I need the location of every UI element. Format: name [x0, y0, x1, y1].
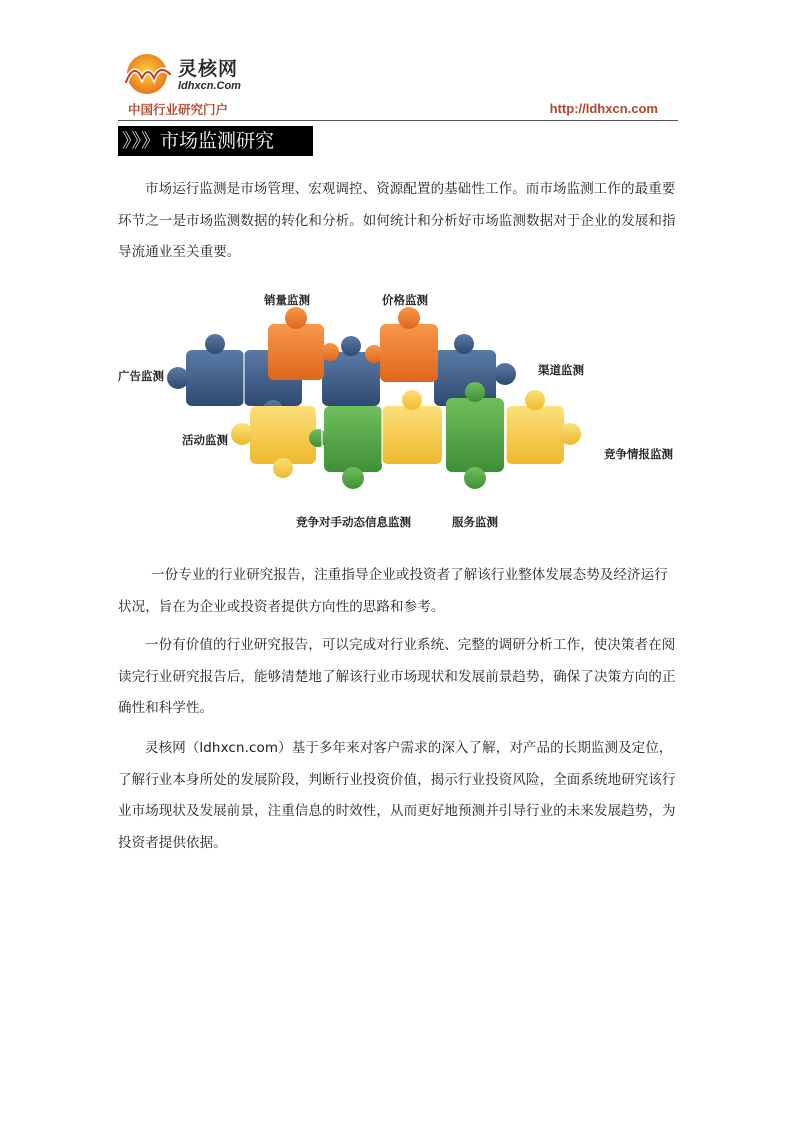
label-competitive-intel-monitoring: 竞争情报监测: [604, 447, 673, 461]
label-activity-monitoring: 活动监测: [182, 433, 228, 447]
puzzle-piece-blue-1: [167, 334, 244, 406]
label-ads-monitoring: 广告监测: [118, 369, 164, 383]
header-divider: [118, 120, 678, 121]
label-price-monitoring: 价格监测: [382, 293, 428, 307]
puzzle-piece-yellow-1: [231, 406, 316, 478]
label-competitor-dynamics-monitoring: 竞争对手动态信息监测: [296, 515, 411, 529]
site-tagline: 中国行业研究门户: [128, 102, 229, 117]
intro-paragraph: 市场运行监测是市场管理、宏观调控、资源配置的基础性工作。而市场监测工作的最重要环节之一是市场监测数据的转化和分析。如何统计和分析好市场监测数据对于企业的发展和指导流通业至关重要。: [118, 181, 676, 260]
report-value-paragraph: 一份有价值的行业研究报告，可以完成对行业系统、完整的调研分析工作，使决策者在阅读完行业研究报告后，能够清楚地了解该行业市场现状和发展前景趋势，确保了决策方向的正确性和科学性。: [118, 637, 676, 716]
puzzle-piece-yellow-2: [382, 390, 442, 464]
logo-name: 灵核网: [178, 58, 239, 80]
puzzle-graphic: [118, 282, 678, 534]
logo-domain: ldhxcn.Com: [178, 80, 241, 92]
site-url-link[interactable]: http://ldhxcn.com: [549, 101, 658, 116]
logo-icon: [120, 52, 174, 98]
company-intro-paragraph: 灵核网（ldhxcn.com）基于多年来对客户需求的深入了解，对产品的长期监测及定位，了解行业本身所处的发展阶段，判断行业投资价值，揭示行业投资风险，全面系统地研究该行业市场现状及发展前景，注重信息的时效性，从而更好地预测并引导行业的未来发展趋势，为投资者提供依据。: [118, 740, 676, 851]
page-header: [118, 48, 678, 124]
label-sales-monitoring: 销量监测: [264, 293, 310, 307]
report-purpose-paragraph: 一份专业的行业研究报告，注重指导企业或投资者了解该行业整体发展态势及经济运行状况，旨在为企业或投资者提供方向性的思路和参考。: [118, 567, 668, 615]
section-title-banner: 》》》市场监测研究: [118, 126, 313, 156]
puzzle-piece-green-2: [446, 382, 504, 489]
label-service-monitoring: 服务监测: [452, 515, 498, 529]
puzzle-piece-green-1: [309, 406, 382, 489]
puzzle-piece-yellow-3: [506, 390, 581, 464]
label-channel-monitoring: 渠道监测: [538, 363, 584, 377]
monitoring-puzzle-diagram: [118, 282, 678, 534]
